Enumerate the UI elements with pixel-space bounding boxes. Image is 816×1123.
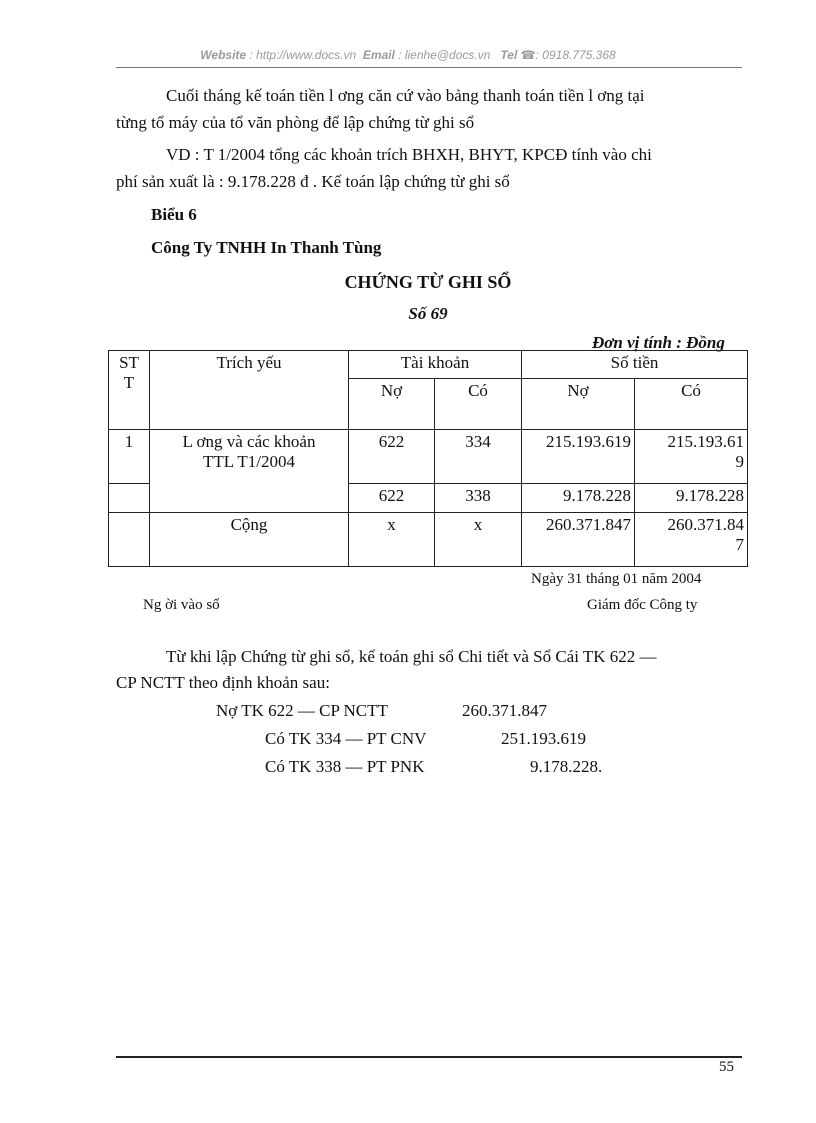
row2-co: 338	[435, 484, 522, 513]
row1-stt: 1	[109, 430, 150, 484]
unit-label: Đơn vị tính : Đồng	[592, 333, 725, 352]
credit-entry-1-label: Có TK 334 — PT CNV	[265, 729, 427, 748]
page-number: 55	[719, 1059, 734, 1075]
para1-line1: Cuối tháng kế toán tiền l ơng căn cứ vào bảng thanh toán tiền l ơng tại	[166, 86, 645, 105]
page-header	[0, 48, 816, 62]
credit-entry-2-value: 9.178.228.	[530, 757, 603, 776]
table-row	[109, 430, 748, 484]
total-no: x	[349, 513, 435, 567]
header-tai-khoan: Tài khoản	[349, 351, 522, 379]
para1-line2: từng tổ máy của tổ văn phòng để lập chứng từ ghi sổ	[116, 113, 475, 132]
header-no: Nợ	[349, 379, 435, 430]
header-rule	[116, 67, 742, 68]
row2-tien-no: 9.178.228	[522, 484, 635, 513]
header-trich-yeu: Trích yếu	[150, 351, 349, 430]
footer-rule	[116, 1056, 742, 1058]
signature-director: Giám đốc Công ty	[587, 597, 698, 613]
header-so-tien: Số tiền	[522, 351, 748, 379]
header-tien-no: Nợ	[522, 379, 635, 430]
total-label: Cộng	[150, 513, 349, 567]
total-co: x	[435, 513, 522, 567]
entries-intro-line1: Từ khi lập Chứng từ ghi sổ, kế toán ghi sổ Chi tiết và Sổ Cái TK 622 —	[166, 647, 657, 666]
website-value: : http://www.docs.vn	[249, 48, 357, 62]
tel-value: : 0918.775.368	[535, 48, 616, 62]
phone-icon: ☎	[520, 48, 536, 62]
header-tien-co: Có	[635, 379, 748, 430]
debit-entry-value: 260.371.847	[462, 701, 547, 720]
row1-co: 334	[435, 430, 522, 484]
total-tien-no: 260.371.847	[522, 513, 635, 567]
header-co: Có	[435, 379, 522, 430]
credit-entry-1-value: 251.193.619	[501, 729, 586, 748]
document-number: Số 69	[408, 304, 448, 323]
signature-date: Ngày 31 tháng 01 năm 2004	[531, 571, 702, 587]
entries-intro-line2: CP NCTT theo định khoản sau:	[116, 673, 330, 692]
total-stt	[109, 513, 150, 567]
table-total-row	[109, 513, 748, 567]
debit-entry-label: Nợ TK 622 — CP NCTT	[216, 701, 388, 720]
row1-tien-no: 215.193.619	[522, 430, 635, 484]
credit-entry-2-label: Có TK 338 — PT PNK	[265, 757, 425, 776]
row2-no: 622	[349, 484, 435, 513]
row2-tien-co: 9.178.228	[635, 484, 748, 513]
signature-recorder: Ng ời vào sổ	[143, 597, 220, 613]
bieu-label: Biểu 6	[151, 205, 197, 224]
header-stt: ST T	[109, 351, 150, 430]
company-name: Công Ty TNHH In Thanh Tùng	[151, 238, 382, 257]
total-tien-co: 260.371.84 7	[635, 513, 748, 567]
voucher-table	[108, 350, 748, 567]
email-value: : lienhe@docs.vn	[398, 48, 491, 62]
row1-tien-co: 215.193.61 9	[635, 430, 748, 484]
email-label: Email	[362, 48, 395, 62]
para2-line1: VD : T 1/2004 tổng các khoản trích BHXH, BHYT, KPCĐ tính vào chi	[166, 145, 652, 164]
row1-no: 622	[349, 430, 435, 484]
para2-line2: phí sản xuất là : 9.178.228 đ . Kế toán lập chứng từ ghi sổ	[116, 172, 510, 191]
row2-stt	[109, 484, 150, 513]
row1-description: L ơng và các khoản TTL T1/2004	[150, 430, 349, 513]
website-label: Website	[200, 48, 247, 62]
document-title: CHỨNG TỪ GHI SỔ	[344, 272, 512, 292]
table-header-row	[109, 351, 748, 379]
tel-label: Tel	[500, 48, 518, 62]
